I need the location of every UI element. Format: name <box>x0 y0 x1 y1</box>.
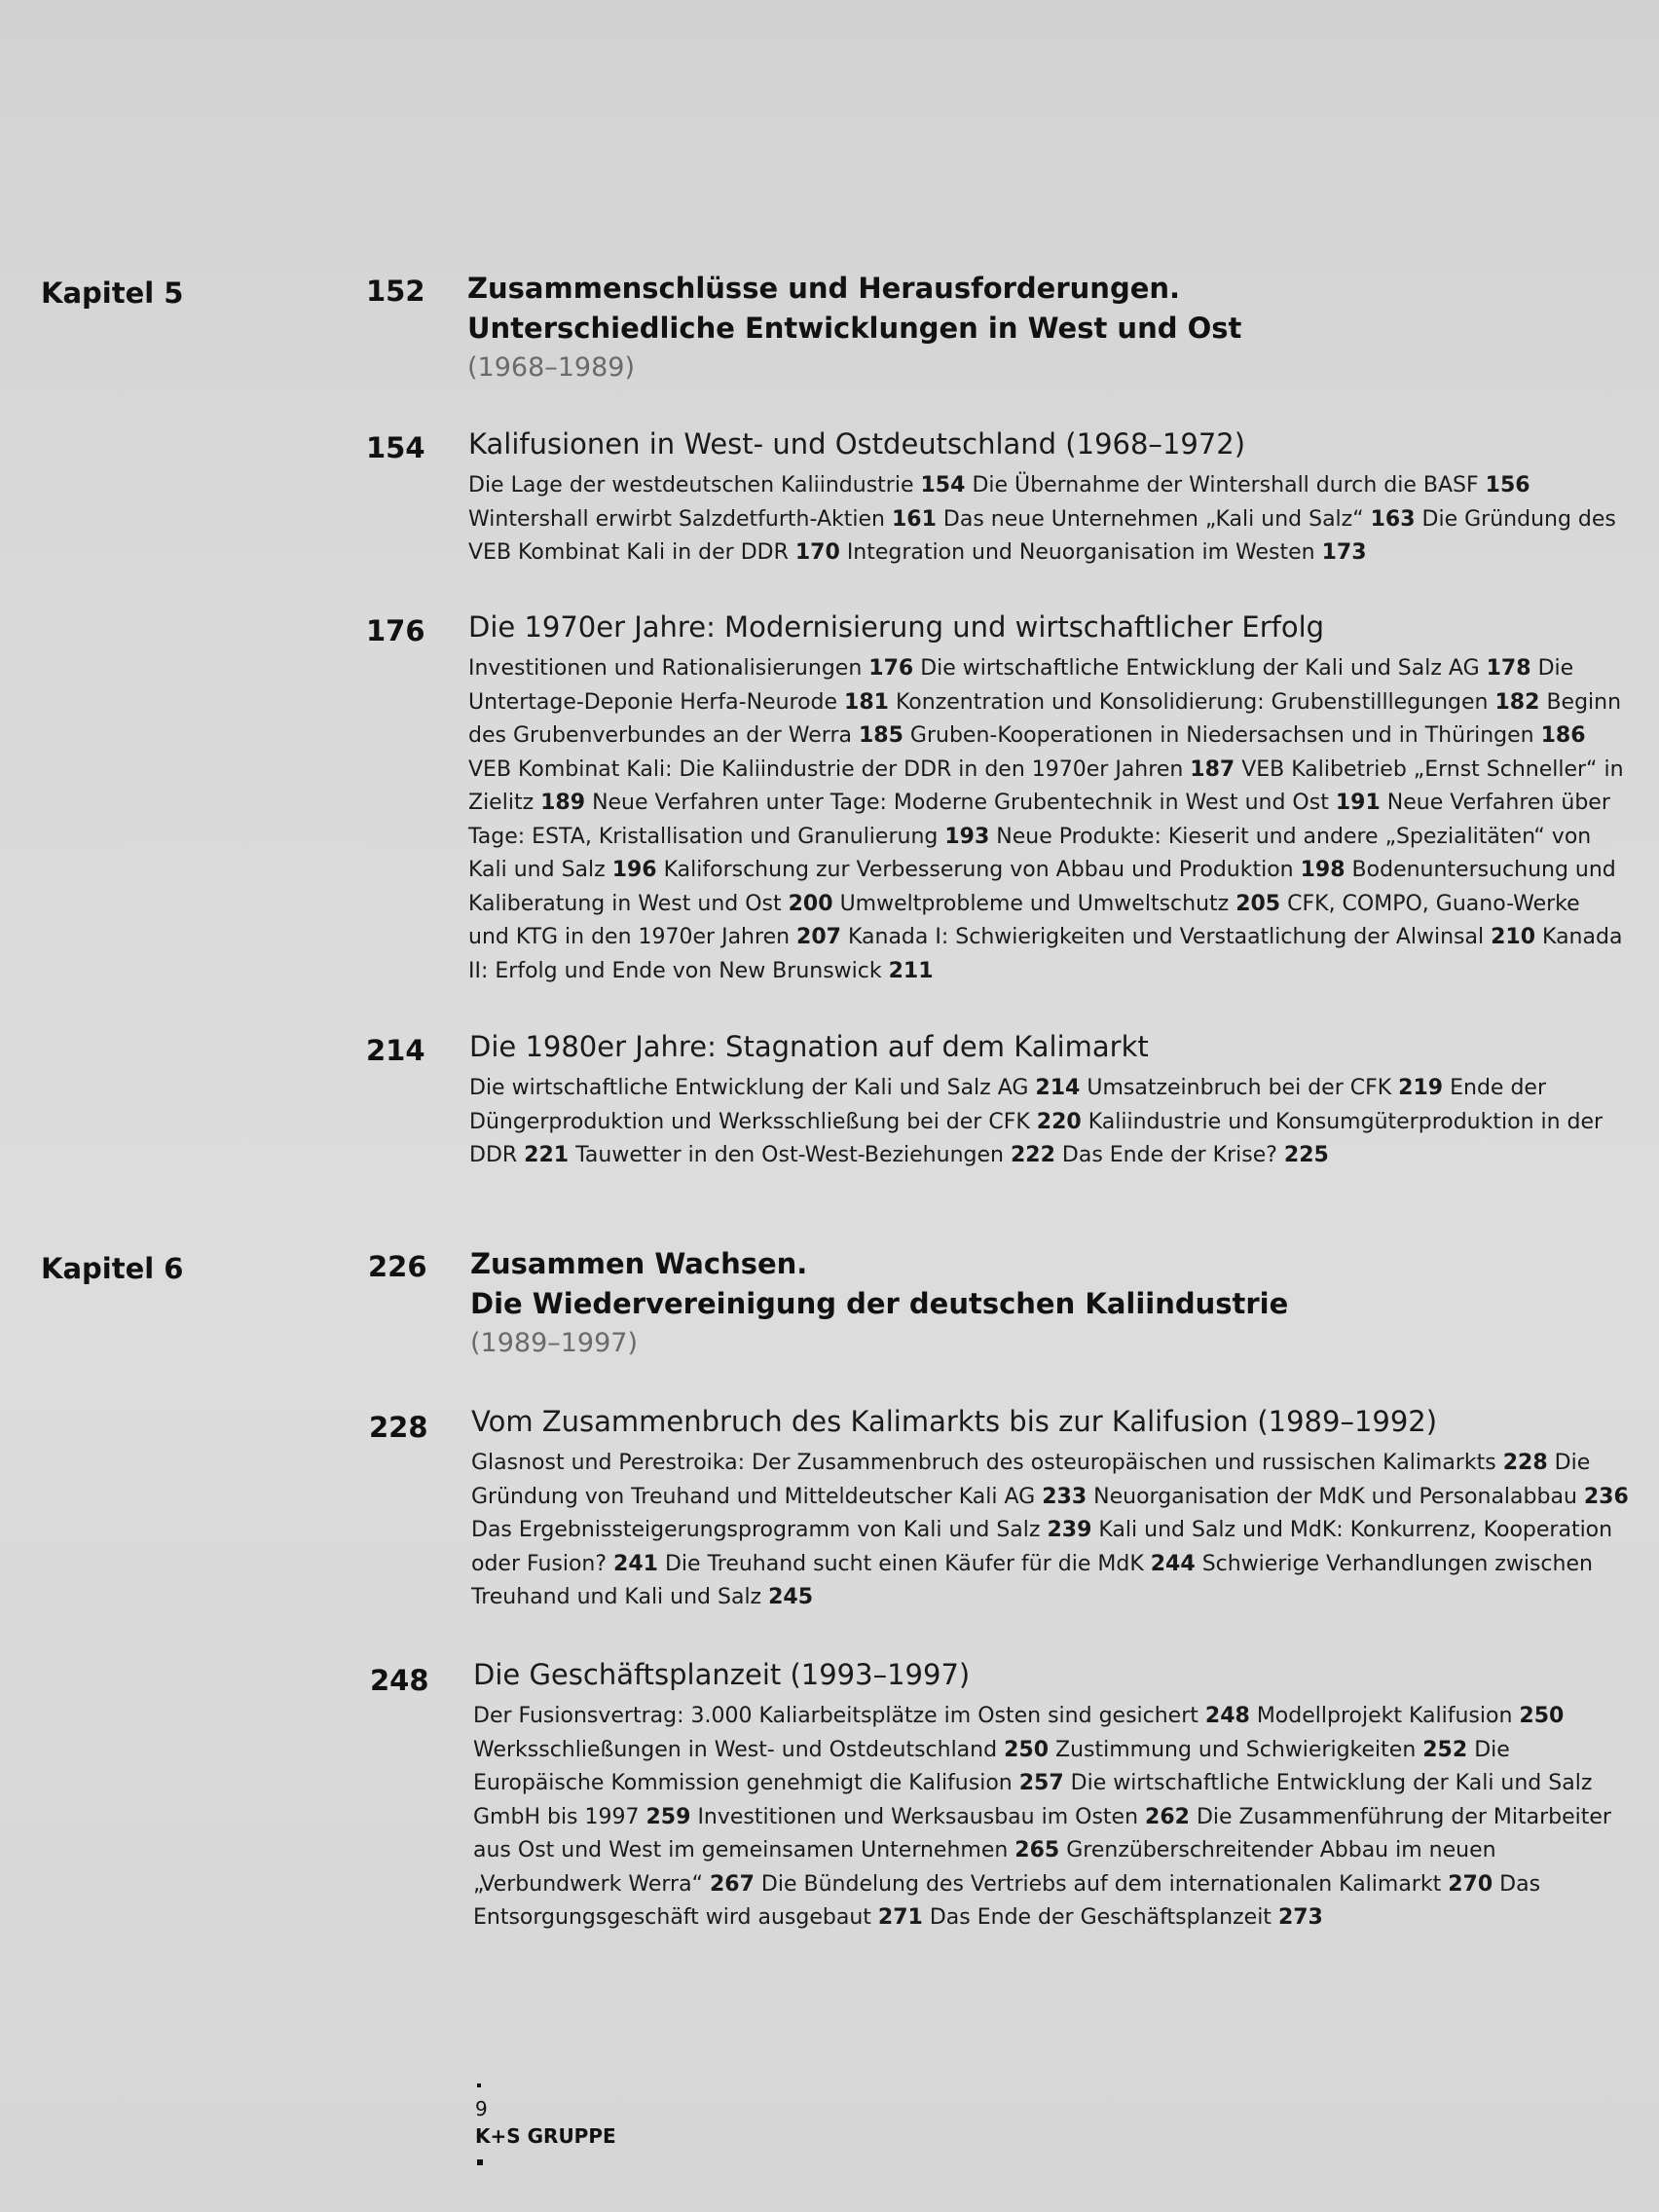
section-page-number: 176 <box>366 614 425 647</box>
toc-entry-page: 198 <box>1300 858 1346 882</box>
toc-entry-page: 245 <box>768 1585 814 1609</box>
toc-entry-page: 233 <box>1042 1484 1088 1509</box>
toc-entry-title: Die Untertage-Deponie Herfa-Neurode <box>468 656 1574 715</box>
toc-entry-page: 207 <box>796 925 841 949</box>
toc-entry-title: Ende der Düngerproduktion und Werksschließung bei der CFK <box>469 1076 1546 1134</box>
toc-entry-title: Beginn des Grubenverbundes an der Werra <box>468 689 1622 748</box>
section-page-number: 248 <box>370 1664 429 1697</box>
toc-entry-title: Das Entsorgungsgeschäft wird ausgebaut <box>473 1871 1541 1930</box>
toc-entry-title: VEB Kombinat Kali: Die Kaliindustrie der DDR in den 1970er Jahren <box>468 756 1191 782</box>
toc-entry-page: 221 <box>524 1143 570 1167</box>
toc-entry-title: Die Gründung des VEB Kombinat Kali in der DDR <box>468 506 1616 565</box>
toc-entry-title: Kanada I: Schwierigkeiten und Verstaatlichung der Alwinsal <box>847 925 1492 949</box>
toc-entry-title: Gruben-Kooperationen in Niedersachsen und in Thüringen <box>909 723 1541 748</box>
toc-entry-page: 228 <box>1502 1451 1548 1475</box>
footer-page-number: 9 <box>475 2097 488 2120</box>
chapter-title-line1: Zusammen Wachsen. <box>470 1247 808 1280</box>
toc-entry-title: Neuorganisation der MdK und Personalabbau <box>1093 1484 1584 1509</box>
toc-entry-title: Die wirtschaftliche Entwicklung der Kali und Salz AG <box>469 1076 1036 1100</box>
toc-entry-title: Kaliforschung zur Verbesserung von Abbau und Produktion <box>663 858 1301 882</box>
toc-entry-page: 236 <box>1583 1484 1629 1509</box>
toc-entry-page: 186 <box>1540 723 1586 748</box>
chapter-years: (1989–1997) <box>470 1328 638 1358</box>
toc-entry-title: Wintershall erwirbt Salzdetfurth-Aktien <box>468 506 892 532</box>
toc-entry-title: Kaliindustrie und Konsumgüterproduktion in der DDR <box>469 1109 1604 1167</box>
toc-entry-page: 270 <box>1448 1871 1493 1897</box>
toc-entry-page: 156 <box>1485 473 1530 498</box>
toc-entry-page: 257 <box>1018 1771 1064 1795</box>
toc-entry-title: Umsatzeinbruch bei der CFK <box>1087 1076 1399 1100</box>
section-title: Kalifusionen in West- und Ostdeutschland (1968–1972) <box>468 427 1246 461</box>
toc-entry-page: 187 <box>1190 756 1235 782</box>
toc-entry-page: 193 <box>944 824 990 849</box>
section-entries <box>468 652 1627 988</box>
chapter-heading <box>467 269 1636 387</box>
toc-entry-page: 163 <box>1370 506 1416 532</box>
toc-entry-title: Werksschließungen in West- und Ostdeutschland <box>473 1737 1005 1762</box>
section-entries <box>471 1447 1630 1615</box>
section-title: Die 1980er Jahre: Stagnation auf dem Kalimarkt <box>469 1030 1149 1063</box>
toc-entry-title: Die Europäische Kommission genehmigt die Kalifusion <box>473 1737 1510 1795</box>
toc-entry-title: Die Lage der westdeutschen Kaliindustrie <box>468 473 921 498</box>
toc-entry-page: 170 <box>794 540 840 565</box>
chapter-page-number: 226 <box>368 1250 427 1283</box>
chapter-label: Kapitel 6 <box>41 1252 184 1285</box>
toc-entry-page: 154 <box>920 473 966 498</box>
toc-entry-title: Die wirtschaftliche Entwicklung der Kali und Salz GmbH bis 1997 <box>473 1771 1593 1829</box>
section-page-number: 228 <box>369 1411 428 1444</box>
chapter-page-number: 152 <box>366 275 425 308</box>
section-entries <box>469 1072 1628 1173</box>
toc-entry-title: Der Fusionsvertrag: 3.000 Kaliarbeitsplätze im Osten sind gesichert <box>473 1704 1205 1728</box>
toc-entry-page: 244 <box>1150 1551 1196 1576</box>
toc-entry-page: 222 <box>1010 1143 1055 1167</box>
toc-entry-page: 214 <box>1035 1076 1081 1100</box>
toc-entry-page: 273 <box>1277 1905 1323 1930</box>
toc-entry-title: Glasnost und Perestroika: Der Zusammenbruch des osteuropäischen und russischen Kalimarkts <box>471 1451 1503 1475</box>
toc-entry-title: Die Zusammenführung der Mitarbeiter aus Ost und West im gemeinsamen Unternehmen <box>473 1804 1611 1862</box>
toc-entry-title: Das Ende der Geschäftsplanzeit <box>929 1905 1278 1930</box>
toc-entry-title: Schwierige Verhandlungen zwischen Treuhand und Kali und Salz <box>471 1551 1593 1609</box>
toc-entry-page: 252 <box>1422 1737 1468 1762</box>
toc-entry-page: 220 <box>1036 1109 1082 1134</box>
toc-entry-title: Neue Produkte: Kieserit und andere „Spezialitäten“ von Kali und Salz <box>468 824 1592 882</box>
toc-entry-page: 176 <box>868 656 914 681</box>
toc-entry-title: Konzentration und Konsolidierung: Grubenstilllegungen <box>895 689 1495 715</box>
section-page-number: 214 <box>366 1034 425 1067</box>
toc-entry-page: 196 <box>611 858 657 882</box>
toc-entry-page: 271 <box>877 1905 923 1930</box>
toc-entry-title: Integration und Neuorganisation im Westen <box>846 540 1322 565</box>
footer-dot <box>477 2083 481 2087</box>
toc-entry-page: 178 <box>1486 656 1531 681</box>
toc-entry-page: 267 <box>709 1871 755 1897</box>
section-page-number: 154 <box>366 431 425 464</box>
toc-entry-title: Bodenuntersuchung und Kaliberatung in West und Ost <box>468 858 1616 916</box>
page-footer <box>475 2083 616 2165</box>
toc-entry-title: Kanada II: Erfolg und Ende von New Brunswick <box>468 925 1623 983</box>
chapter-years: (1968–1989) <box>467 352 635 383</box>
toc-entry-title: Die wirtschaftliche Entwicklung der Kali und Salz AG <box>920 656 1487 681</box>
toc-entry-title: Neue Verfahren unter Tage: Moderne Grubentechnik in West und Ost <box>592 791 1336 815</box>
chapter-title-line1: Zusammenschlüsse und Herausforderungen. <box>467 272 1181 305</box>
footer-brand: K+S GRUPPE <box>475 2124 616 2148</box>
footer-dot <box>477 2159 483 2165</box>
toc-entry-page: 239 <box>1047 1518 1092 1542</box>
toc-entry-page: 250 <box>1519 1704 1565 1728</box>
toc-entry-page: 210 <box>1491 925 1536 949</box>
toc-entry-title: CFK, COMPO, Guano-Werke und KTG in den 1970er Jahren <box>468 891 1580 949</box>
toc-entry-title: Grenzüberschreitender Abbau im neuen „Verbundwerk Werra“ <box>473 1838 1496 1897</box>
toc-entry-title: VEB Kalibetrieb „Ernst Schneller“ in Zielitz <box>468 756 1624 815</box>
toc-entry-page: 241 <box>613 1551 658 1576</box>
toc-entry-page: 185 <box>858 723 903 748</box>
toc-entry-page: 211 <box>888 958 934 983</box>
section-entries <box>473 1700 1632 1936</box>
toc-entry-page: 225 <box>1283 1143 1329 1167</box>
toc-entry-page: 189 <box>540 791 586 815</box>
toc-entry-title: Neue Verfahren über Tage: ESTA, Kristallisation und Granulierung <box>468 791 1610 849</box>
toc-entry-page: 265 <box>1014 1838 1060 1862</box>
toc-entry-page: 161 <box>891 506 937 532</box>
toc-entry-title: Das neue Unternehmen „Kali und Salz“ <box>942 506 1371 532</box>
section-title: Vom Zusammenbruch des Kalimarkts bis zur Kalifusion (1989–1992) <box>471 1405 1438 1438</box>
toc-entry-page: 248 <box>1204 1704 1250 1728</box>
toc-entry-page: 173 <box>1321 540 1367 565</box>
toc-entry-page: 219 <box>1398 1076 1444 1100</box>
toc-entry-page: 181 <box>844 689 889 715</box>
toc-entry-title: Das Ende der Krise? <box>1061 1143 1284 1167</box>
toc-entry-title: Tauwetter in den Ost-West-Beziehungen <box>575 1143 1011 1167</box>
chapter-label: Kapitel 5 <box>41 276 184 310</box>
chapter-title-line2: Die Wiedervereinigung der deutschen Kaliindustrie <box>470 1287 1289 1320</box>
toc-entry-title: Die Treuhand sucht einen Käufer für die MdK <box>664 1551 1151 1576</box>
toc-entry-title: Die Übernahme der Wintershall durch die BASF <box>972 473 1486 498</box>
toc-entry-page: 205 <box>1235 891 1281 916</box>
chapter-title-line2: Unterschiedliche Entwicklungen in West und Ost <box>467 312 1242 345</box>
toc-entry-title: Das Ergebnissteigerungsprogramm von Kali und Salz <box>471 1518 1048 1542</box>
toc-entry-page: 182 <box>1494 689 1540 715</box>
toc-entry-title: Modellprojekt Kalifusion <box>1256 1704 1520 1728</box>
toc-entry-title: Die Bündelung des Vertriebs auf dem internationalen Kalimarkt <box>760 1871 1449 1897</box>
toc-entry-title: Investitionen und Rationalisierungen <box>468 656 869 681</box>
toc-entry-page: 191 <box>1335 791 1381 815</box>
toc-entry-page: 262 <box>1145 1804 1190 1829</box>
toc-entry-page: 259 <box>645 1804 691 1829</box>
toc-entry-title: Investitionen und Werksausbau im Osten <box>697 1804 1146 1829</box>
toc-entry-page: 200 <box>788 891 833 916</box>
section-title: Die 1970er Jahre: Modernisierung und wirtschaftlicher Erfolg <box>468 610 1325 644</box>
section-title: Die Geschäftsplanzeit (1993–1997) <box>473 1658 971 1691</box>
toc-entry-title: Zustimmung und Schwierigkeiten <box>1055 1737 1423 1762</box>
toc-entry-title: Kali und Salz und MdK: Konkurrenz, Kooperation oder Fusion? <box>471 1518 1613 1576</box>
toc-entry-title: Umweltprobleme und Umweltschutz <box>839 891 1236 916</box>
chapter-heading <box>470 1244 1639 1363</box>
toc-entry-page: 250 <box>1004 1737 1050 1762</box>
toc-entry-title: Die Gründung von Treuhand und Mitteldeutscher Kali AG <box>471 1451 1591 1509</box>
section-entries <box>468 469 1627 571</box>
